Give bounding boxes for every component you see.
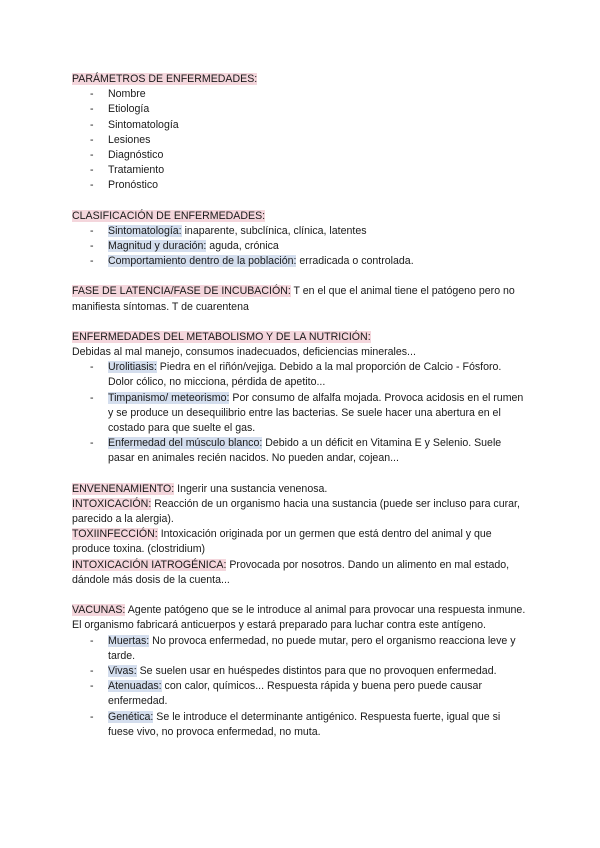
term-description: aguda, crónica: [206, 240, 279, 253]
term-description: Se suelen usar en huéspedes distintos para que no provoquen enfermedad.: [136, 664, 497, 677]
list-item: [72, 360, 528, 390]
term-label: ENVENENAMIENTO:: [72, 482, 175, 495]
list-item: [72, 239, 528, 254]
parametros-section: [72, 72, 528, 194]
list-item: [72, 634, 528, 664]
paragraph: [72, 558, 528, 588]
term-label: INTOXICACIÓN:: [72, 497, 152, 510]
vacunas-list: [72, 634, 528, 740]
metabolismo-intro: Debidas al mal manejo, consumos inadecuados, deficiencias minerales...: [72, 346, 416, 359]
list-item: - Lesiones: [72, 133, 528, 148]
term-description: erradicada o controlada.: [296, 255, 414, 268]
term-description: Ingerir una sustancia venenosa.: [174, 482, 328, 495]
term-description: Piedra en el riñón/vejiga. Debido a la mal proporción de Calcio - Fósforo. Dolor cólico, no micciona, pérdida de apetito...: [108, 361, 502, 389]
parametros-heading: PARÁMETROS DE ENFERMEDADES:: [72, 73, 258, 85]
term-label: Timpanismo/ meteorismo:: [108, 391, 230, 404]
paragraph: [72, 527, 528, 557]
term-label: Sintomatología:: [108, 224, 182, 237]
latencia-heading: FASE DE LATENCIA/FASE DE INCUBACIÓN:: [72, 285, 291, 298]
term-description: Por consumo de alfalfa mojada. Provoca acidosis en el rumen y se produce un desequilibrio entre las bacterias. Se suele hacer una abertura en el costado para que suelte el gas.: [108, 391, 524, 435]
term-label: Enfermedad del músculo blanco:: [108, 437, 263, 450]
vacunas-text: Agente patógeno que se le introduce al animal para provocar una respuesta inmune. El organismo fabricará anticuerpos y estará preparado para luchar contra este antígeno.: [72, 604, 526, 632]
term-description: No provoca enfermedad, no puede mutar, pero el organismo reacciona leve y tarde.: [108, 634, 516, 662]
list-item: - Tratamiento: [72, 163, 528, 178]
term-label: Magnitud y duración:: [108, 240, 207, 253]
vacunas-heading: VACUNAS:: [72, 604, 126, 617]
term-label: TOXIINFECCIÓN:: [72, 528, 158, 541]
term-description: Reacción de un organismo hacia una sustancia (puede ser incluso para curar, parecido a la alergia).: [72, 497, 520, 526]
list-item: [72, 254, 528, 269]
paragraph: [72, 482, 528, 497]
term-label: INTOXICACIÓN IATROGÉNICA:: [72, 558, 227, 571]
term-label: Muertas:: [108, 634, 150, 647]
clasificacion-section: [72, 209, 528, 270]
list-item: - Etiología: [72, 102, 528, 117]
intoxicaciones-section: [72, 482, 528, 588]
list-item: [72, 391, 528, 437]
list-item: [72, 436, 528, 466]
term-label: Comportamiento dentro de la población:: [108, 255, 297, 268]
paragraph: [72, 603, 528, 633]
clasificacion-list: [72, 224, 528, 270]
latencia-section: [72, 284, 528, 314]
term-description: con calor, químicos... Respuesta rápida y buena pero puede causar enfermedad.: [108, 680, 482, 708]
list-item: - Nombre: [72, 87, 528, 102]
vacunas-section: [72, 603, 528, 740]
term-label: Genética:: [108, 710, 154, 723]
term-description: Intoxicación originada por un germen que está dentro del animal y que produce toxina. (clostridium): [72, 528, 492, 556]
list-item: [72, 224, 528, 239]
term-description: inaparente, subclínica, clínica, latentes: [181, 224, 367, 237]
list-item: [72, 664, 528, 679]
list-item: [72, 710, 528, 740]
list-item: - Sintomatología: [72, 118, 528, 133]
latencia-text: T en el que el animal tiene el patógeno pero no manifiesta síntomas. T de cuarentena: [72, 285, 515, 313]
metabolismo-section: [72, 330, 528, 467]
metabolismo-heading: ENFERMEDADES DEL METABOLISMO Y DE LA NUTRICIÓN:: [72, 330, 371, 343]
term-label: Urolitiasis:: [108, 361, 157, 374]
term-label: Vivas:: [108, 664, 137, 677]
term-description: Provocada por nosotros. Dando un alimento en mal estado, dándole más dosis de la cuenta...: [72, 558, 510, 586]
list-item: - Pronóstico: [72, 178, 528, 193]
term-description: Se le introduce el determinante antigénico. Respuesta fuerte, igual que si fuese vivo, no provoca enfermedad, no muta.: [108, 710, 501, 738]
clasificacion-heading: CLASIFICACIÓN DE ENFERMEDADES:: [72, 209, 266, 222]
parametros-list: [72, 87, 528, 193]
term-description: Debido a un déficit en Vitamina E y Selenio. Suele pasar en animales recién nacidos. No pueden andar, cojean...: [108, 437, 502, 465]
list-item: [72, 679, 528, 709]
term-label: Atenuadas:: [108, 680, 162, 693]
metabolismo-list: [72, 360, 528, 466]
paragraph: [72, 497, 528, 527]
list-item: - Diagnóstico: [72, 148, 528, 163]
